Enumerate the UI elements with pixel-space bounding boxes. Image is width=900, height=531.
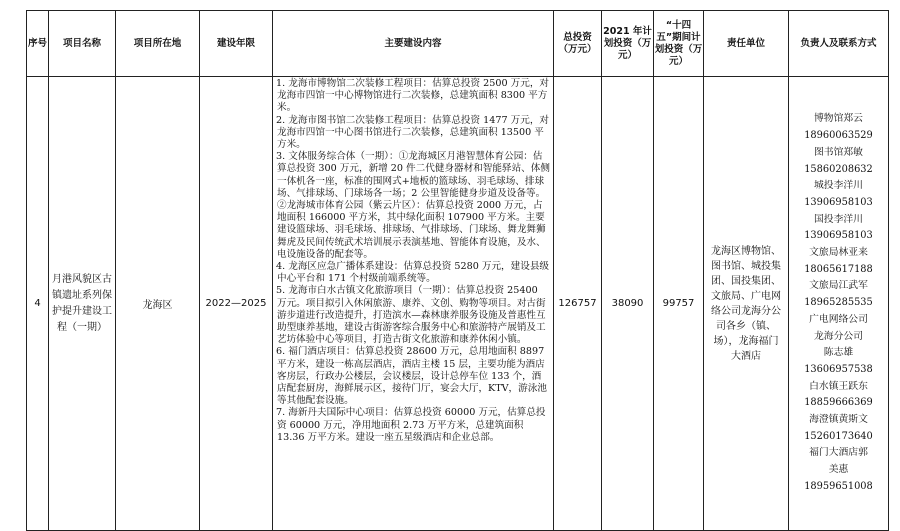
row-plan-145: 99757 (654, 77, 704, 531)
content-item: 6. 福门酒店项目：估算总投资 28600 万元，总用地面积 8897 平方米，建设一栋高层酒店，酒店主楼 15 层，主要功能为酒店客房层，行政办公楼层，会议楼层，设计总停车位 133 个，酒店配套厨房，海鲜展示区，接待门厅，宴会大厅，KTV，游泳池等其他配套设施。 (276, 346, 547, 407)
row-seq: 4 (27, 77, 49, 531)
contact-line: 13606957538 (804, 363, 873, 375)
project-table (26, 10, 889, 531)
contact-line: 18965285535 (804, 297, 873, 309)
contact-line: 文旅局林亚来 (809, 247, 868, 259)
contact-line: 18065617188 (804, 263, 873, 275)
header-plan-2021: 2021 年计划投资（万元） (602, 11, 654, 77)
header-project-name: 项目名称 (49, 11, 116, 77)
contact-line: 18959651008 (804, 480, 873, 492)
header-years: 建设年限 (200, 11, 273, 77)
row-contact (789, 77, 889, 531)
row-unit (704, 77, 789, 531)
row-location: 龙海区 (116, 77, 200, 531)
contact-line: 18960063529 (804, 130, 873, 142)
header-unit: 责任单位 (704, 11, 789, 77)
content-item: 1. 龙海市博物馆二次装修工程项目：估算总投资 2500 万元，对龙海市四馆一中心博物馆进行二次装修，总建筑面积 8300 平方米。 (276, 78, 550, 114)
header-plan-145: “十四五”期间计划投资（万元） (654, 11, 704, 77)
row-years (200, 77, 273, 531)
content-item: 2. 龙海市图书馆二次装修工程项目：估算总投资 1477 万元，对龙海市四馆一中心图书馆进行二次装修，总建筑面积 13500 平方米。 (276, 114, 550, 151)
header-content: 主要建设内容 (273, 11, 554, 77)
contact-line: 城投李洋川 (814, 180, 863, 192)
content-item: 4. 龙海区应急广播体系建设：估算总投资 5280 万元，建设县级中心平台和 171 个村级前端系统等。 (276, 261, 550, 285)
contact-line: 18859666369 (804, 397, 873, 409)
row-total-invest: 126757 (554, 77, 602, 531)
contact-line: 文旅局江武军 (809, 280, 868, 292)
contact-line: 13906958103 (804, 196, 873, 208)
contact-line: 15860208632 (804, 163, 873, 175)
project-name-text: 月港风貌区古镇遗址系列保护提升建设工程（一期） (52, 273, 112, 333)
row-plan-2021: 38090 (602, 77, 654, 531)
table-row (27, 77, 889, 531)
header-row (27, 11, 889, 77)
contact-list (789, 111, 888, 495)
content-item: 3. 文体服务综合体（一期）：①龙海城区月港智慧体育公园：估算总投资 300 万元，新增 20 件二代健身器材和智能驿站、体侧一体机各一座，标准的围网式+地板的篮球场、羽毛球场、排球场、气排球场、门球场各一场；2 公里智能健身步道及设备等。②龙海城市体育公园（紫云片区）：估算总投资 2000 万元，占地面积 166000 平方米，其中绿化面积 107900 平方米。主要建设篮球场、羽毛球场、排球场、气排球场、门球场、舞龙舞狮舞虎及民间传统武术培训展示表演基地、智能体育设施，及水、电设施设备的配套等。 (276, 151, 550, 260)
content-item: 5. 龙海市白水古镇文化旅游项目（一期）：估算总投资 25400 万元。项目拟引入休闲旅游、康养、文创、购物等项目。对古街游步道进行改造提升，打造滨水—森林康养服务设施及普惠性互助型康养基地，建设古街游客综合服务中心和旅游特产展销及工艺坊体验中心等项目，打造古街文化旅游和康养休闲小镇。 (276, 285, 546, 346)
contact-line: 图书馆郑敏 (814, 146, 863, 158)
contact-line: 广电网络公司 (809, 313, 868, 325)
header-total-invest: 总投资（万元） (554, 11, 602, 77)
header-location: 项目所在地 (116, 11, 200, 77)
contact-line: 陈志雄 (823, 347, 854, 359)
contact-line: 国投李洋川 (814, 213, 863, 225)
contact-line: 福门大酒店郭 (809, 447, 868, 459)
contact-line: 白水镇王跃东 (809, 380, 868, 392)
years-text: 2022—2025 (205, 297, 267, 309)
contact-line: 13906958103 (804, 230, 873, 242)
content-list (273, 77, 553, 530)
contact-line: 博物馆郑云 (814, 113, 863, 125)
content-item: 7. 海新丹夫国际中心项目：估算总投资 60000 万元，估算总投资 60000 万元，净用地面积 2.73 万平方米，总建筑面积 13.36 万平方米。建设一座五星级酒店和企业总部。 (276, 407, 546, 443)
header-contact: 负责人及联系方式 (789, 11, 889, 77)
header-seq: 序号 (27, 11, 49, 77)
contact-line: 海澄镇黄斯文 (809, 414, 868, 426)
row-project-name (49, 77, 116, 531)
contact-line: 15260173640 (804, 430, 873, 442)
contact-line: 美惠 (828, 464, 849, 476)
unit-text: 龙海区博物馆、图书馆、城投集团、国投集团、文旅局、广电网络公司龙海分公司各乡（镇、场），龙海福门大酒店 (711, 245, 781, 362)
contact-line: 龙海分公司 (814, 330, 863, 342)
row-content (273, 77, 554, 531)
